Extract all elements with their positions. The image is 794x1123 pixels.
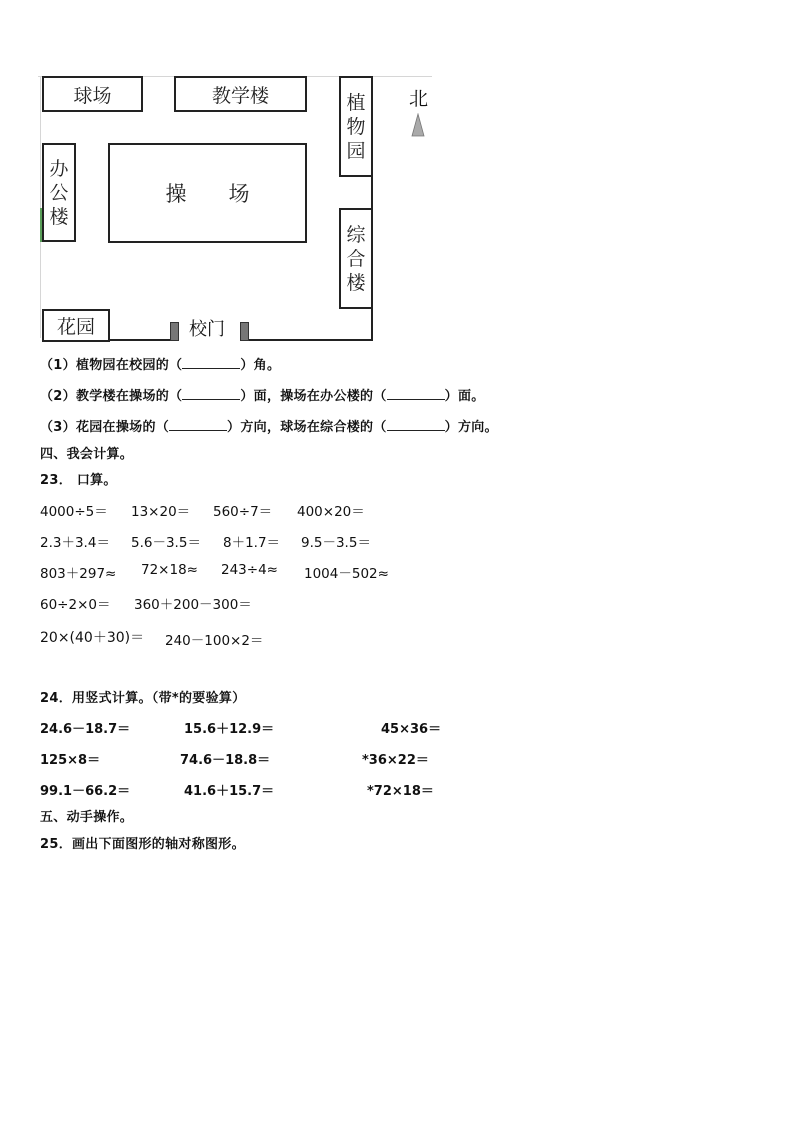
answer-blank[interactable]	[387, 418, 445, 431]
mental-item: 60÷2×0＝	[40, 597, 111, 613]
vertical-item: *72×18＝	[367, 784, 434, 799]
mental-item: 400×20＝	[297, 504, 365, 520]
mental-item: 803＋297≈	[40, 566, 117, 582]
question-3-text: （3）花园在操场的（	[40, 420, 170, 435]
office-char-2: 公	[49, 181, 69, 204]
question-3	[40, 416, 498, 435]
vertical-item: 41.6＋15.7＝	[184, 784, 275, 799]
answer-blank[interactable]	[169, 418, 227, 431]
flower-garden-label: 花园	[56, 316, 95, 338]
question-2-text: （2）教学楼在操场的（	[40, 389, 183, 404]
question-3-tail: ）方向。	[444, 420, 498, 435]
question-1-tail: ）角。	[240, 358, 281, 373]
answer-blank[interactable]	[182, 387, 240, 400]
vertical-item: 15.6＋12.9＝	[184, 722, 275, 737]
mental-item: 243÷4≈	[221, 562, 278, 578]
question-2-tail: ）面。	[444, 389, 485, 404]
mental-item: 72×18≈	[141, 562, 198, 578]
question-1-text: （1）植物园在校园的（	[40, 358, 183, 373]
complex-building-box	[339, 208, 373, 309]
mental-item: 1004－502≈	[304, 566, 389, 582]
wall-right	[371, 176, 373, 210]
teaching-building-label: 教学楼	[211, 84, 269, 107]
answer-blank[interactable]	[182, 356, 240, 369]
gate-post-right	[240, 322, 249, 341]
office-char-3: 楼	[49, 205, 69, 228]
answer-blank[interactable]	[387, 387, 445, 400]
office-building-box	[42, 143, 76, 242]
court-box	[42, 76, 143, 112]
grid-line	[40, 76, 41, 338]
mental-item: 5.6－3.5＝	[131, 535, 201, 551]
question-25-heading: 25．画出下面图形的轴对称图形。	[40, 837, 245, 852]
question-23-heading: 23． 口算。	[40, 473, 117, 488]
botanical-garden-box	[339, 76, 373, 177]
complex-char-2: 合	[346, 247, 366, 270]
section-5-heading: 五、动手操作。	[40, 810, 134, 825]
vertical-item: 125×8＝	[40, 753, 101, 768]
question-2-middle: ）面，操场在办公楼的（	[240, 389, 387, 404]
mental-item: 2.3＋3.4＝	[40, 535, 110, 551]
teaching-building-box	[174, 76, 307, 112]
flower-garden-box	[42, 309, 110, 342]
office-char-1: 办	[49, 157, 69, 180]
mental-item: 13×20＝	[131, 504, 191, 520]
gate-post-left	[170, 322, 179, 341]
mental-item: 8＋1.7＝	[223, 535, 281, 551]
question-3-middle: ）方向，球场在综合楼的（	[227, 420, 387, 435]
section-4-heading: 四、我会计算。	[40, 447, 134, 462]
mental-item: 20×(40＋30)＝	[40, 630, 145, 646]
wall-bottom-left	[108, 339, 176, 341]
court-label: 球场	[73, 84, 112, 107]
school-gate-label: 校门	[189, 319, 225, 340]
north-label: 北	[409, 88, 429, 110]
botanical-char-1: 植	[346, 91, 366, 114]
wall-bottom-right	[243, 339, 373, 341]
playground-label: 操 场	[165, 182, 250, 206]
vertical-item: *36×22＝	[362, 753, 429, 768]
mental-item: 4000÷5＝	[40, 504, 108, 520]
question-24-heading: 24．用竖式计算。（带*的要验算）	[40, 691, 246, 706]
vertical-item: 74.6－18.8＝	[180, 753, 271, 768]
complex-char-1: 综	[346, 223, 366, 246]
north-arrow-icon	[411, 113, 425, 137]
vertical-item: 45×36＝	[381, 722, 442, 737]
complex-char-3: 楼	[346, 271, 366, 294]
mental-item: 560÷7＝	[213, 504, 273, 520]
question-1	[40, 354, 280, 373]
wall-right-lower	[371, 307, 373, 341]
question-2	[40, 385, 485, 404]
mental-item: 360＋200－300＝	[134, 597, 252, 613]
mental-item: 240－100×2＝	[165, 633, 264, 649]
vertical-item: 24.6－18.7＝	[40, 722, 131, 737]
mental-item: 9.5－3.5＝	[301, 535, 371, 551]
vertical-item: 99.1－66.2＝	[40, 784, 131, 799]
botanical-char-2: 物	[346, 115, 366, 138]
botanical-char-3: 园	[346, 139, 366, 162]
playground-box	[108, 143, 307, 243]
